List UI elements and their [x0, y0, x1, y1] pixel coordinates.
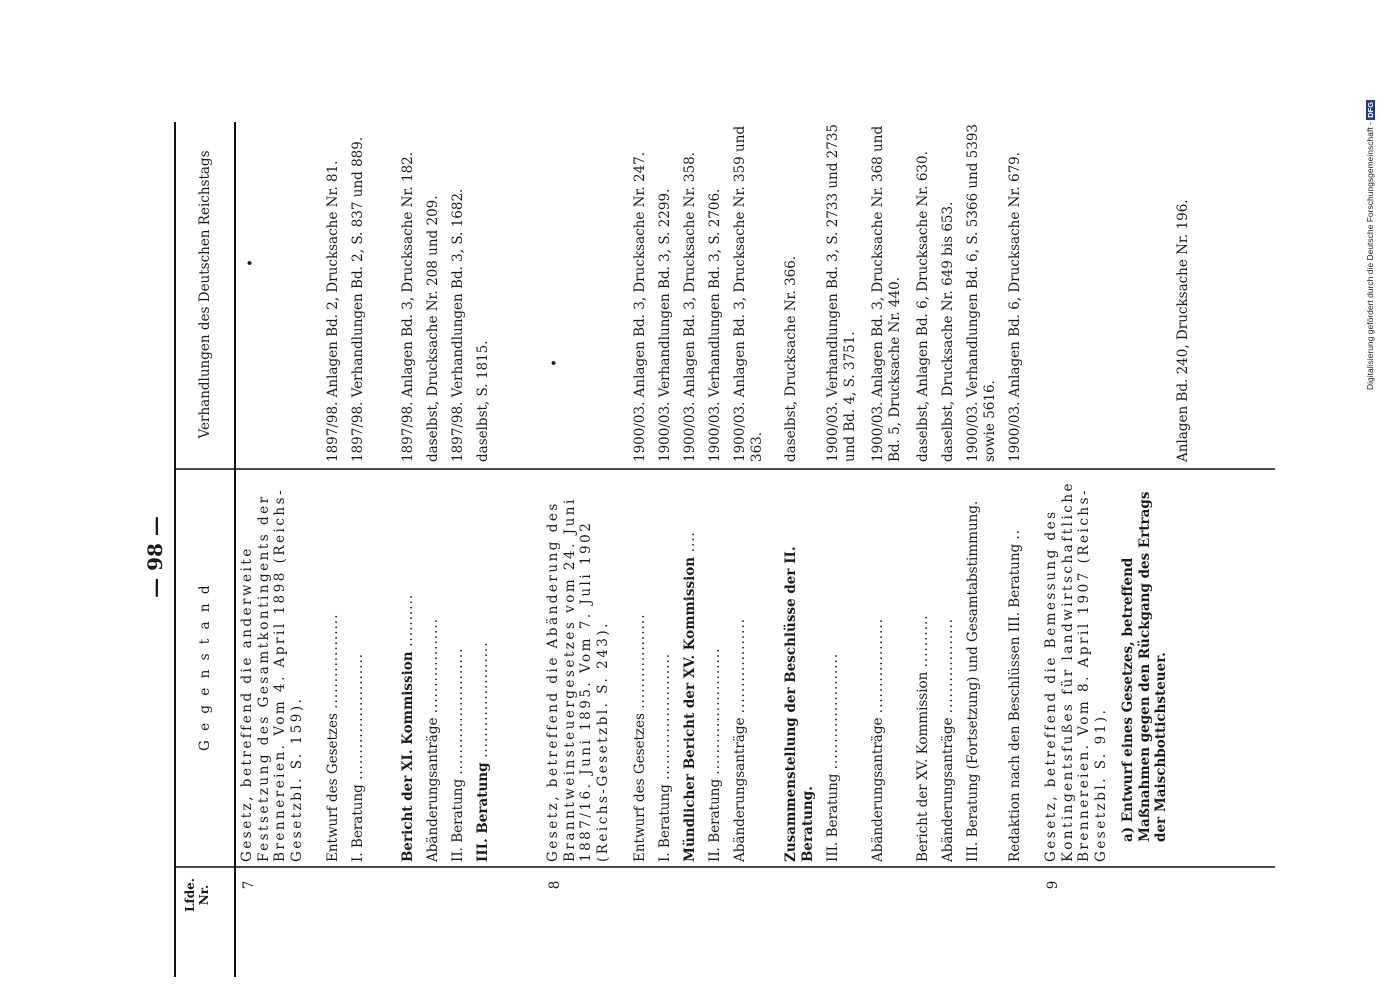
dot-leader: .... [682, 531, 698, 553]
list-item [707, 477, 724, 862]
proceedings-entry: 1900/03. Anlagen Bd. 3, Drucksache Nr. 358. [682, 151, 698, 462]
dot-leader: .. [1007, 528, 1023, 540]
item-label: Bericht der XV. Kommission [915, 671, 931, 862]
dot-leader: ........................ [350, 652, 366, 780]
item-label: II. Beratung [707, 778, 723, 862]
proceedings-entry: 1900/03. Anlagen Bd. 3, Drucksache Nr. 247. [632, 151, 648, 462]
item-label: III. Beratung [825, 773, 841, 862]
item-label: Entwurf des Gesetzes [632, 713, 648, 862]
dot-leader: ...................... [475, 641, 491, 758]
item-label: Abänderungsanträge [940, 717, 956, 862]
list-item [400, 477, 417, 862]
dot-leader: .................. [870, 617, 886, 714]
proceedings-entry: 1897/98. Anlagen Bd. 2, Drucksache Nr. 81. [325, 160, 341, 462]
list-item [940, 477, 957, 862]
item-label: III. Beratung (Fortsetzung) und Gesamtabstimmung. [965, 500, 981, 862]
list-item [915, 477, 932, 862]
proceedings-mark: • [243, 259, 259, 267]
dfg-logo: DFG [1366, 101, 1375, 118]
page-number: — 98 — [143, 516, 167, 598]
document-page [135, 117, 1285, 997]
item-label: Redaktion nach den Beschlüssen III. Beratung [1007, 543, 1023, 862]
list-item [965, 477, 982, 862]
entry-number: 7 [241, 880, 257, 890]
scan-credit-text: Digitalisierung gefördert durch die Deutsche Forschungsgemeinschaft - [1365, 122, 1375, 390]
dot-leader: ........................ [657, 652, 673, 780]
entry-title: Gesetz, betreffend die Bemessung des Kontingentsfußes für landwirtschaftliche Brennereien. Vom 8. April 1907 (Reichs-Gesetzbl. S. 91). [1043, 480, 1109, 862]
proceedings-entry: 1900/03. Anlagen Bd. 6, Drucksache Nr. 679. [1007, 151, 1023, 462]
item-label: Mündlicher Bericht der XV. Kommission [682, 556, 698, 862]
list-item [732, 477, 749, 862]
item-label: Zusammenstellung der Beschlüsse der II. Beratung. [783, 546, 816, 862]
dot-leader: .......... [915, 614, 931, 668]
item-label: a) Entwurf eines Gesetzes, betreffend Maßnahmen gegen den Rückgang des Ertrags der Maischbottichsteuer. [1120, 491, 1169, 842]
header-proceedings: Verhandlungen des Deutschen Reichstags [197, 150, 213, 439]
item-label: Abänderungsanträge [732, 717, 748, 862]
proceedings-entry: daselbst, Anlagen Bd. 6, Drucksache Nr. 630. [915, 151, 931, 462]
item-label: II. Beratung [450, 778, 466, 862]
item-label: III. Beratung [475, 762, 491, 862]
item-label: I. Beratung [657, 784, 673, 862]
item-label: Abänderungsanträge [870, 717, 886, 862]
proceedings-entry: daselbst, Drucksache Nr. 649 bis 653. [940, 201, 956, 462]
proceedings-entry: Anlagen Bd. 240, Drucksache Nr. 196. [1175, 199, 1191, 462]
list-item [632, 477, 649, 862]
scan-credit [1365, 10, 1383, 390]
dot-leader: .................. [325, 613, 341, 709]
list-item [682, 477, 699, 862]
dot-leader: .................. [632, 613, 648, 709]
item-label: Abänderungsanträge [425, 717, 441, 862]
list-item [1120, 477, 1170, 842]
proceedings-entry: 1897/98. Anlagen Bd. 3, Drucksache Nr. 182. [400, 151, 416, 462]
header-number: Lfde. Nr. [183, 878, 211, 912]
dot-leader: ........................ [450, 647, 466, 775]
list-item [475, 477, 492, 862]
dot-leader: .......... [400, 593, 416, 647]
dot-leader: .................. [425, 617, 441, 714]
item-label: I. Beratung [350, 784, 366, 862]
dot-leader: ........................ [707, 647, 723, 775]
list-item [425, 477, 442, 862]
entry-title: Gesetz, betreffend die anderweite Festsetzung des Gesamtkontingents der Brennereien. Vom 4. April 1898 (Reichs-Gesetzbl. S. 159). [239, 487, 305, 862]
proceedings-mark: • [547, 359, 563, 367]
list-item [450, 477, 467, 862]
proceedings-entry: 1900/03. Verhandlungen Bd. 3, S. 2733 und 2735 und Bd. 4, S. 3751. [825, 123, 858, 462]
proceedings-entry: 1897/98. Verhandlungen Bd. 3, S. 1682. [450, 188, 466, 462]
header-subject: G e g e n s t a n d [197, 583, 213, 751]
proceedings-entry: 1900/03. Verhandlungen Bd. 3, S. 2299. [657, 188, 673, 462]
item-label: Entwurf des Gesetzes [325, 713, 341, 862]
list-item [325, 477, 342, 862]
proceedings-entry: daselbst, Drucksache Nr. 208 und 209. [425, 195, 441, 462]
dot-leader: .................. [732, 617, 748, 714]
entry-title: Gesetz, betreffend die Abänderung des Branntweinsteuergesetzes vom 24. Juni 1887/16. Juni 1895. Vom 7. Juli 1902 (Reichs-Gesetzbl. S. 243). [545, 497, 611, 862]
proceedings-entry: 1900/03. Anlagen Bd. 3, Drucksache Nr. 359 und 363. [732, 125, 765, 462]
list-item [783, 477, 816, 862]
entry-number: 9 [1045, 880, 1061, 890]
proceedings-entry: 1900/03. Anlagen Bd. 3, Drucksache Nr. 368 und Bd. 5, Drucksache Nr. 440. [870, 125, 903, 462]
list-item [1007, 477, 1024, 862]
entry-number: 8 [547, 880, 563, 890]
list-item [825, 477, 842, 862]
proceedings-entry: daselbst, Drucksache Nr. 366. [783, 255, 799, 462]
proceedings-entry: 1900/03. Verhandlungen Bd. 3, S. 2706. [707, 188, 723, 462]
proceedings-entry: daselbst, S. 1815. [475, 340, 491, 462]
proceedings-entry: 1897/98. Verhandlungen Bd. 2, S. 837 und 889. [350, 136, 366, 462]
list-item [350, 477, 367, 862]
item-label: Bericht der XI. Kommission [400, 651, 416, 862]
list-item [657, 477, 674, 862]
dot-leader: ...................... [825, 652, 841, 770]
proceedings-entry: 1900/03. Verhandlungen Bd. 6, S. 5366 und 5393 sowie 5616. [965, 123, 998, 462]
dot-leader: .................. [940, 617, 956, 714]
list-item [870, 477, 887, 862]
